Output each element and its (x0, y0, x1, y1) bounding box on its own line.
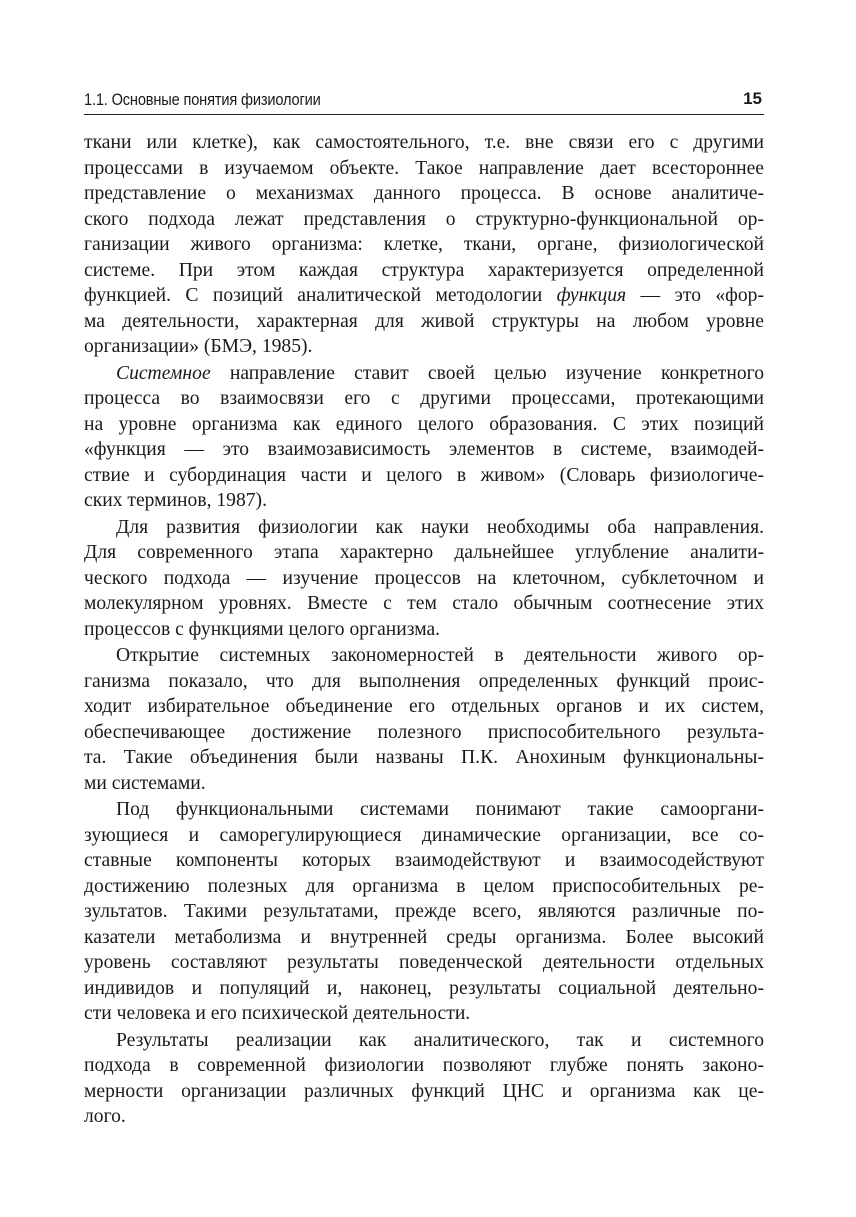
text-line: зультатов. Такими результатами, прежде всего, являются различные по- (84, 901, 764, 922)
text-line: на уровне организма как единого целого образования. С этих позиций (84, 413, 764, 435)
text-line: ходит избирательное объединение его отдельных органов и их систем, (84, 696, 764, 717)
text-line: ческого подхода — изучение процессов на клеточном, субклеточном и (84, 567, 764, 589)
text-line: организации» (БМЭ, 1985). (84, 336, 313, 357)
section-title: 1.1. Основные понятия физиологии (84, 90, 321, 109)
page-number: 15 (743, 89, 762, 108)
text-line: ствие и субординация части и целого в живом» (Словарь физиологиче- (84, 464, 764, 486)
italic-term: функция (556, 285, 627, 306)
text-line: сти человека и его психической деятельности. (84, 1003, 471, 1024)
text-line: процесса во взаимосвязи его с другими процессами, протекающими (84, 388, 764, 409)
text-line: процессами в изучаемом объекте. Такое направление дает всестороннее (84, 157, 764, 179)
text-line: ских терминов, 1987). (84, 490, 267, 511)
text-line: зующиеся и саморегулирующиеся динамические организации, все со- (84, 824, 764, 846)
text-line: та. Такие объединения были названы П.К. Анохиным функциональны- (84, 747, 764, 768)
text-line: Под функциональными системами понимают такие самооргани- (116, 799, 764, 820)
text-line: ма деятельности, характерная для живой структуры на любом уровне (84, 310, 764, 332)
text-line: лого. (84, 1106, 126, 1127)
text-line: процессов с функциями целого организма. (84, 618, 441, 640)
paragraph (84, 361, 764, 514)
text-line: казатели метаболизма и внутренней среды организма. Более высокий (84, 926, 764, 948)
italic-term: Системное (116, 362, 211, 384)
text-line: ганизма показало, что для выполнения определенных функций проис- (84, 670, 764, 692)
text-segment: — это «фор- (626, 285, 764, 306)
paragraph (84, 130, 764, 360)
text-line (84, 361, 764, 387)
text-line: представление о механизмах данного процесса. В основе аналитиче- (84, 183, 764, 204)
text-line: системе. При этом каждая структура характеризуется определенной (84, 259, 764, 281)
text-line: уровень составляют результаты поведенческой деятельности отдельных (84, 952, 764, 973)
text-segment: функцией. С позиций аналитической методологии (84, 285, 557, 306)
text-line: молекулярном уровнях. Вместе с тем стало обычным соотнесение этих (84, 593, 764, 614)
text-line: «функция — это взаимозависимость элементов в системе, взаимодей- (84, 439, 764, 460)
text-line: Открытие системных закономерностей в деятельности живого ор- (116, 645, 764, 666)
text-line: обеспечивающее достижение полезного приспособительного результа- (84, 721, 764, 743)
text-line: индивидов и популяций и, наконец, результаты социальной деятельно- (84, 977, 764, 999)
text-line: ганизации живого организма: клетке, ткани, органе, физиологической (84, 234, 764, 255)
text-line: ми системами. (84, 772, 206, 794)
paragraph (84, 643, 764, 796)
text-line: ского подхода лежат представления о структурно-функциональной ор- (84, 208, 764, 230)
running-header (84, 86, 764, 115)
text-line: Для развития физиологии как науки необходимы оба направления. (116, 516, 764, 538)
text-line: Для современного этапа характерно дальнейшее углубление аналити- (84, 542, 764, 563)
text-segment: направление ставит своей целью изучение конкретного (210, 362, 764, 384)
body-text (84, 130, 764, 1130)
text-line: Результаты реализации как аналитического, так и системного (116, 1029, 764, 1051)
paragraph (84, 797, 764, 1027)
text-line (84, 283, 764, 309)
text-line: ткани или клетке), как самостоятельного, т.е. вне связи его с другими (84, 132, 764, 153)
text-line: подхода в современной физиологии позволяют глубже понять законо- (84, 1055, 764, 1076)
text-line: ставные компоненты которых взаимодействуют и взаимосодействуют (84, 850, 764, 871)
text-line: достижению полезных для организма в целом приспособительных ре- (84, 875, 764, 897)
text-line: мерности организации различных функций ЦНС и организма как це- (84, 1080, 764, 1102)
paragraph (84, 1028, 764, 1130)
paragraph (84, 515, 764, 643)
